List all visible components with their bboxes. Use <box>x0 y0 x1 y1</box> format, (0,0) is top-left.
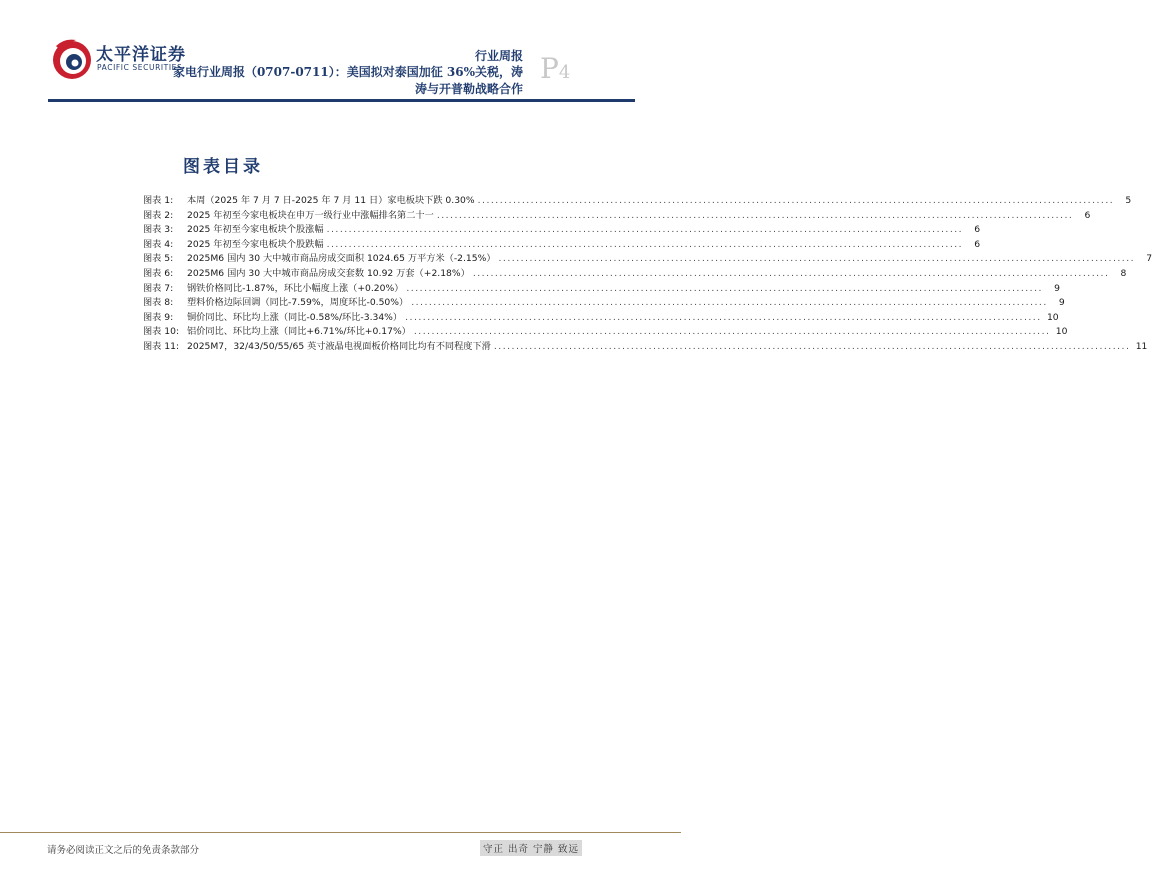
toc-entry-page: 10 <box>1046 311 1059 323</box>
footer-divider <box>0 832 681 833</box>
toc-entry-page: 7 <box>1146 253 1152 265</box>
toc-entry-label: 图表 3: <box>143 224 174 236</box>
toc-entry[interactable] <box>143 236 981 251</box>
toc-leader-dots <box>473 268 1110 279</box>
company-logo <box>50 36 186 86</box>
toc-entry-label: 图表 8: <box>143 297 174 309</box>
page-header <box>0 0 681 105</box>
toc-entry-page: 5 <box>1125 195 1132 206</box>
pacific-securities-logo-icon <box>50 36 96 82</box>
toc-entry-page: 9 <box>1058 297 1065 309</box>
toc-entry[interactable] <box>143 309 1059 324</box>
logo-chinese-name: 太平洋证券 <box>96 45 186 65</box>
toc-entry-title: 本周（2025 年 7 月 7 日-2025 年 7 月 11 日）家电板块下跌 0.30% <box>187 195 475 206</box>
toc-entry-page: 8 <box>1120 267 1127 279</box>
toc-leader-dots <box>327 224 964 235</box>
toc-entry[interactable] <box>143 280 1060 295</box>
toc-entry[interactable] <box>143 250 1152 265</box>
page-number <box>540 52 570 85</box>
toc-leader-dots <box>411 297 1048 308</box>
toc-entry-title: 2025M7，32/43/50/55/65 英寸液晶电视面板价格同比均有不同程度下滑 <box>187 340 491 352</box>
toc-entry-label: 图表 4: <box>143 238 174 250</box>
logo-english-name: PACIFIC SECURITIES <box>97 63 183 72</box>
toc-leader-dots <box>405 312 1042 323</box>
toc-entry-label: 图表 7: <box>143 282 174 294</box>
toc-entry-label: 图表 6: <box>143 267 174 279</box>
toc-entry[interactable] <box>143 221 981 236</box>
toc-entry-page: 9 <box>1054 282 1060 294</box>
toc-entry[interactable] <box>143 265 1127 280</box>
footer-disclaimer: 请务必阅读正文之后的免责条款部分 <box>47 845 200 856</box>
toc-entry-label: 图表 2: <box>143 209 174 221</box>
header-divider <box>48 99 635 102</box>
toc-entry-title: 铜价同比、环比均上涨（同比-0.58%/环比-3.34%） <box>187 311 403 323</box>
toc-leader-dots <box>494 341 1131 352</box>
toc-entry-page: 6 <box>974 238 981 250</box>
toc-entry-title: 2025M6 国内 30 大中城市商品房成交面积 1024.65 万平方米（-2.15%） <box>187 253 496 265</box>
toc-leader-dots <box>437 210 1074 221</box>
toc-entry-page: 11 <box>1135 340 1148 352</box>
toc-entry-title: 塑料价格边际回调（同比-7.59%，周度环比-0.50%） <box>187 297 409 309</box>
table-of-figures <box>143 192 1152 353</box>
toc-entry-label: 图表 5: <box>143 253 174 265</box>
toc-entry[interactable] <box>143 323 1068 338</box>
toc-title: 图表目录 <box>183 157 263 177</box>
page-number-value: 4 <box>558 62 571 83</box>
toc-entry-page: 10 <box>1055 326 1068 338</box>
toc-entry-label: 图表 11: <box>143 340 180 352</box>
toc-entry-label: 图表 1: <box>143 195 174 206</box>
toc-entry-label: 图表 9: <box>143 311 174 323</box>
toc-entry[interactable] <box>143 192 1132 207</box>
toc-entry-label: 图表 10: <box>143 326 180 338</box>
toc-entry[interactable] <box>143 294 1065 309</box>
toc-entry-title: 铝价同比、环比均上涨（同比+6.71%/环比+0.17%） <box>187 326 411 338</box>
toc-entry-title: 2025 年初至今家电板块个股涨幅 <box>187 224 324 236</box>
toc-entry-title: 2025 年初至今家电板块个股跌幅 <box>187 238 324 250</box>
toc-leader-dots <box>406 283 1043 294</box>
page-prefix: P <box>540 52 559 85</box>
toc-entry[interactable] <box>143 207 1091 222</box>
toc-leader-dots <box>499 253 1136 264</box>
toc-entry-page: 6 <box>974 224 981 236</box>
report-title: 家电行业周报（0707-0711）：美国拟对泰国加征 36%关税，涛涛与开普勒战略合作 <box>172 65 523 96</box>
toc-entry-title: 2025 年初至今家电板块在申万一级行业中涨幅排名第二十一 <box>187 209 434 221</box>
toc-entry-title: 2025M6 国内 30 大中城市商品房成交套数 10.92 万套（+2.18%） <box>187 267 470 279</box>
toc-leader-dots <box>327 239 964 250</box>
toc-entry[interactable] <box>143 338 1148 353</box>
toc-entry-title: 钢铁价格同比-1.87%，环比小幅度上涨（+0.20%） <box>187 282 404 294</box>
toc-leader-dots <box>414 326 1051 337</box>
footer-motto: 守正 出奇 宁静 致远 <box>480 840 582 856</box>
toc-leader-dots <box>478 195 1115 206</box>
toc-entry-page: 6 <box>1084 209 1091 221</box>
report-type: 行业周报 <box>474 49 523 63</box>
